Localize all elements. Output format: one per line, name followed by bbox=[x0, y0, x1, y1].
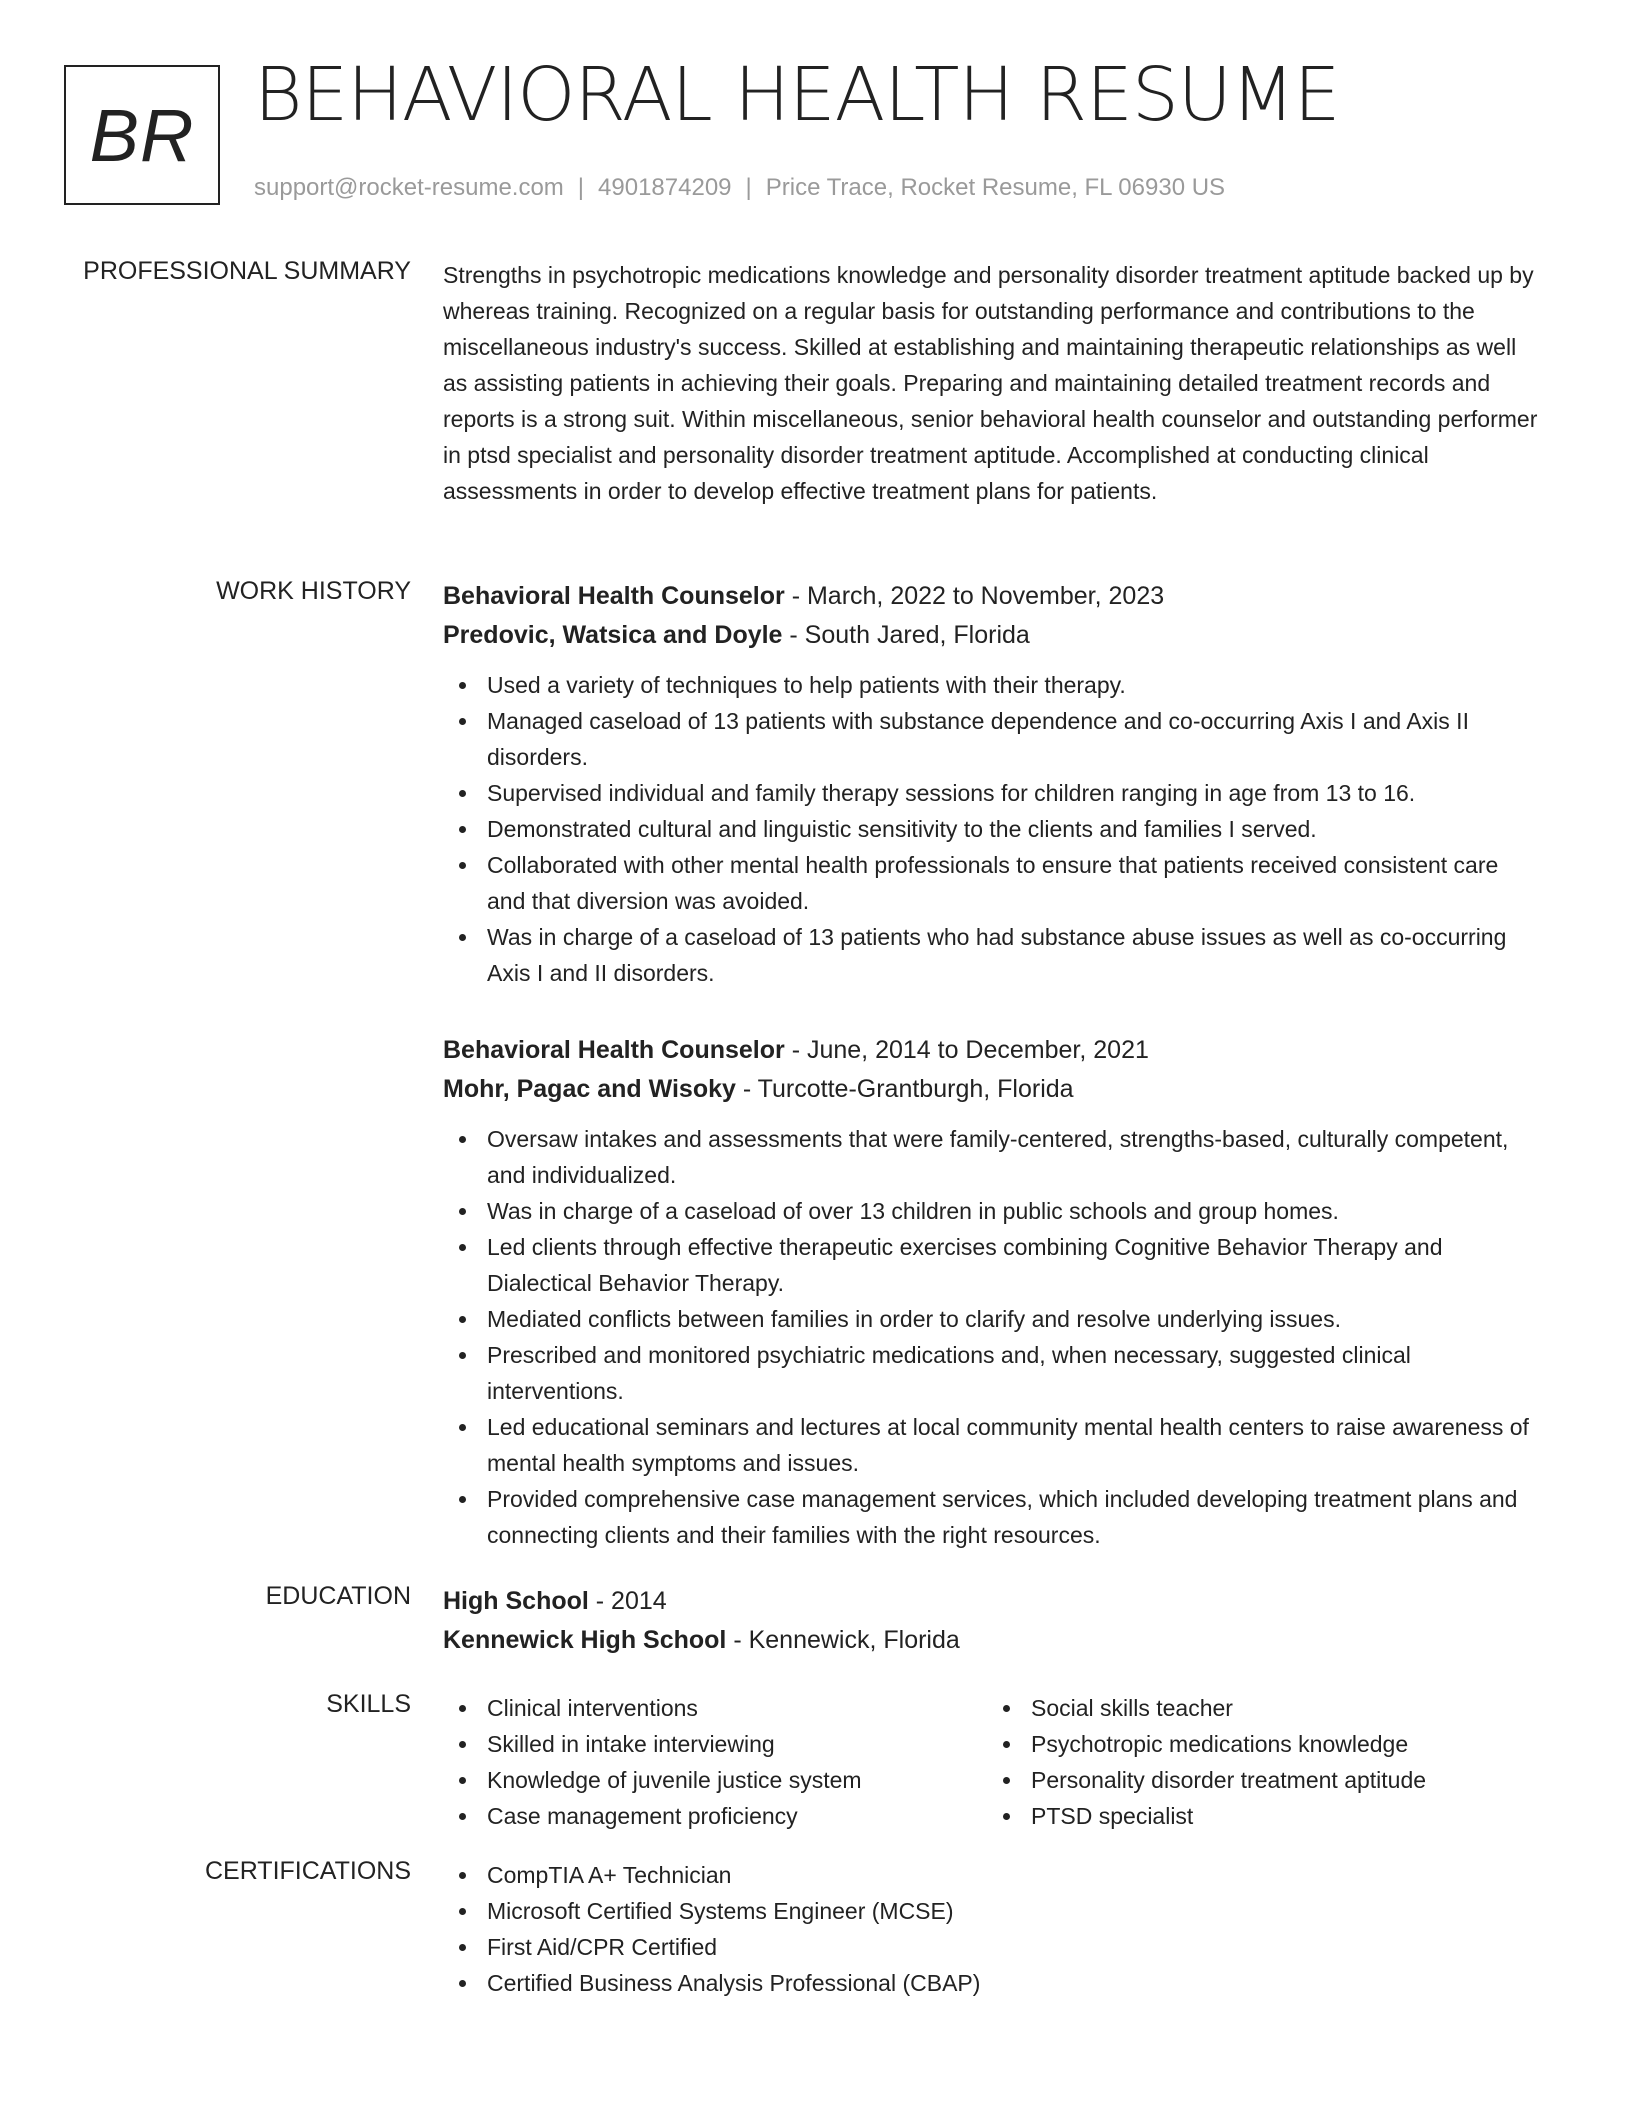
job-title-line bbox=[443, 1031, 1543, 1070]
education-body bbox=[443, 1582, 1543, 1660]
skill-item: Case management proficiency bbox=[487, 1798, 987, 1834]
education-degree-line bbox=[443, 1582, 1543, 1621]
job-location: - South Jared, Florida bbox=[782, 621, 1030, 649]
job-bullet: Was in charge of a caseload of over 13 children in public schools and group homes. bbox=[487, 1193, 1543, 1229]
job-bullet: Mediated conflicts between families in order to clarify and resolve underlying issues. bbox=[487, 1301, 1543, 1337]
skills-columns bbox=[443, 1690, 1543, 1834]
contact-email[interactable]: support@rocket-resume.com bbox=[254, 174, 564, 201]
education-location: - Kennewick, Florida bbox=[726, 1626, 960, 1654]
skill-item: Personality disorder treatment aptitude bbox=[1031, 1762, 1531, 1798]
education-school: Kennewick High School bbox=[443, 1626, 727, 1654]
certifications-body bbox=[443, 1857, 1543, 2001]
section-label-certifications: CERTIFICATIONS bbox=[204, 1857, 411, 1885]
contact-line bbox=[254, 174, 1225, 202]
section-label-skills: SKILLS bbox=[326, 1690, 411, 1718]
job-bullet-list bbox=[443, 1121, 1543, 1553]
contact-address: Price Trace, Rocket Resume, FL 06930 US bbox=[765, 174, 1226, 201]
section-label-summary: PROFESSIONAL SUMMARY bbox=[83, 257, 411, 285]
contact-separator: | bbox=[577, 174, 585, 201]
job-bullet: Oversaw intakes and assessments that were family-centered, strengths-based, culturally competent, and individualized. bbox=[487, 1121, 1543, 1193]
job-entry bbox=[443, 577, 1543, 991]
certification-item: CompTIA A+ Technician bbox=[487, 1857, 1543, 1893]
job-bullet: Provided comprehensive case management services, which included developing treatment plans and connecting clients and their families with the right resources. bbox=[487, 1481, 1543, 1553]
section-label-education: EDUCATION bbox=[265, 1582, 411, 1610]
skill-item: Knowledge of juvenile justice system bbox=[487, 1762, 987, 1798]
job-bullet: Prescribed and monitored psychiatric medications and, when necessary, suggested clinical interventions. bbox=[487, 1337, 1543, 1409]
education-school-line bbox=[443, 1621, 1543, 1660]
job-title-line bbox=[443, 577, 1543, 616]
job-bullet: Was in charge of a caseload of 13 patients who had substance abuse issues as well as co-occurring Axis I and II disorders. bbox=[487, 919, 1543, 991]
job-dates: - March, 2022 to November, 2023 bbox=[784, 582, 1165, 610]
skill-item: Psychotropic medications knowledge bbox=[1031, 1726, 1531, 1762]
job-bullet: Led educational seminars and lectures at local community mental health centers to raise awareness of mental health symptoms and issues. bbox=[487, 1409, 1543, 1481]
job-bullet: Led clients through effective therapeutic exercises combining Cognitive Behavior Therapy and Dialectical Behavior Therapy. bbox=[487, 1229, 1543, 1301]
certification-item: Certified Business Analysis Professional (CBAP) bbox=[487, 1965, 1543, 2001]
job-entry bbox=[443, 1031, 1543, 1553]
skills-list-left bbox=[443, 1690, 987, 1834]
skill-item: PTSD specialist bbox=[1031, 1798, 1531, 1834]
job-company: Mohr, Pagac and Wisoky bbox=[443, 1075, 736, 1103]
skill-item: Clinical interventions bbox=[487, 1690, 987, 1726]
contact-separator: | bbox=[745, 174, 752, 201]
contact-phone[interactable]: 4901874209 bbox=[598, 174, 732, 201]
skills-body bbox=[443, 1690, 1543, 1834]
certification-item: First Aid/CPR Certified bbox=[487, 1929, 1543, 1965]
certification-item: Microsoft Certified Systems Engineer (MCSE) bbox=[487, 1893, 1543, 1929]
job-bullet: Demonstrated cultural and linguistic sensitivity to the clients and families I served. bbox=[487, 811, 1543, 847]
job-bullet-list bbox=[443, 667, 1543, 991]
job-company-line bbox=[443, 1070, 1543, 1109]
job-company-line bbox=[443, 616, 1543, 655]
skill-item: Skilled in intake interviewing bbox=[487, 1726, 987, 1762]
summary-body bbox=[443, 257, 1543, 509]
job-bullet: Collaborated with other mental health professionals to ensure that patients received consistent care and that diversion was avoided. bbox=[487, 847, 1543, 919]
education-year: - 2014 bbox=[588, 1587, 667, 1615]
job-title: Behavioral Health Counselor bbox=[443, 582, 785, 610]
monogram-initials: BR bbox=[89, 93, 195, 177]
skills-list-right bbox=[987, 1690, 1531, 1834]
job-title: Behavioral Health Counselor bbox=[443, 1036, 785, 1064]
summary-text: Strengths in psychotropic medications knowledge and personality disorder treatment aptitude backed up by whereas training. Recognized on a regular basis for outstanding performance and contributions to the miscellaneous industry's success. Skilled at establishing and maintaining therapeutic relationships as well as assisting patients in achieving their goals. Preparing and maintaining detailed treatment records and reports is a strong suit. Within miscellaneous, senior behavioral health counselor and outstanding performer in ptsd specialist and personality disorder treatment aptitude. Accomplished at conducting clinical assessments in order to develop effective treatment plans for patients. bbox=[443, 262, 1538, 504]
resume-title: BEHAVIORAL HEALTH RESUME bbox=[254, 52, 1340, 138]
education-degree: High School bbox=[443, 1587, 589, 1615]
skill-item: Social skills teacher bbox=[1031, 1690, 1531, 1726]
certifications-list bbox=[443, 1857, 1543, 2001]
job-bullet: Managed caseload of 13 patients with substance dependence and co-occurring Axis I and Axis II disorders. bbox=[487, 703, 1543, 775]
job-location: - Turcotte-Grantburgh, Florida bbox=[735, 1075, 1074, 1103]
monogram-box bbox=[64, 65, 220, 205]
job-bullet: Used a variety of techniques to help patients with their therapy. bbox=[487, 667, 1543, 703]
work-history-body bbox=[443, 577, 1543, 1593]
job-dates: - June, 2014 to December, 2021 bbox=[784, 1036, 1149, 1064]
section-label-work-history: WORK HISTORY bbox=[216, 577, 411, 605]
job-bullet: Supervised individual and family therapy sessions for children ranging in age from 13 to 16. bbox=[487, 775, 1543, 811]
job-company: Predovic, Watsica and Doyle bbox=[443, 621, 783, 649]
